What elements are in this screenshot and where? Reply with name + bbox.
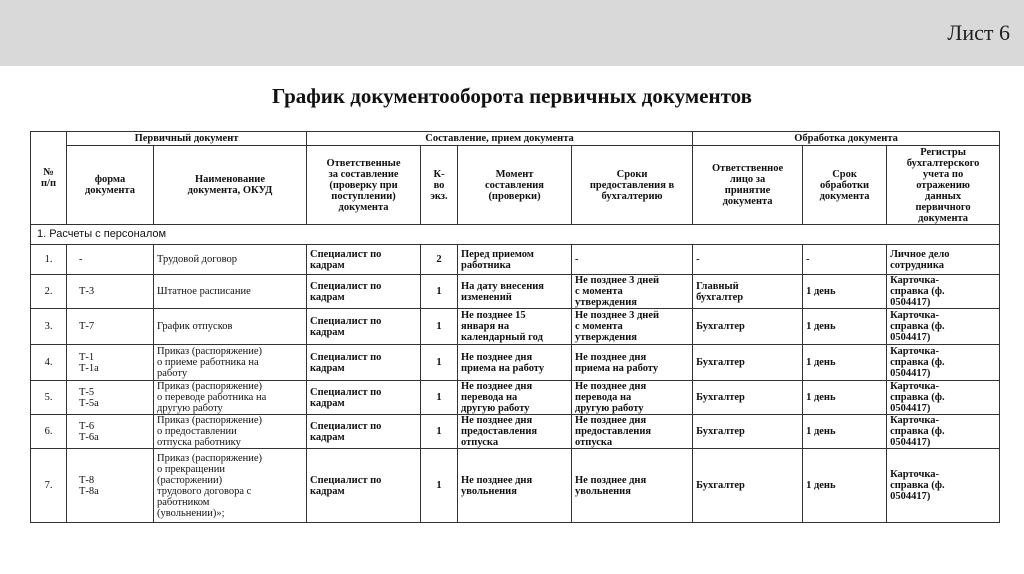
cell-responsible: Специалист по кадрам [307, 309, 421, 345]
cell-responsible: Специалист по кадрам [307, 275, 421, 309]
page-title: График документооборота первичных документов [272, 84, 752, 108]
cell-acceptor: Бухгалтер [693, 415, 803, 449]
section-title: 1. Расчеты с персоналом [31, 225, 1000, 245]
cell-responsible: Специалист по кадрам [307, 345, 421, 381]
cell-copies: 1 [421, 345, 458, 381]
table-row [31, 345, 1000, 381]
header-deadline: Сроки предоставления в бухгалтерию [572, 146, 693, 225]
cell-responsible: Специалист по кадрам [307, 245, 421, 275]
cell-register: Карточка- справка (ф. 0504417) [887, 449, 1000, 523]
header-copies: К- во экз. [421, 146, 458, 225]
table-row [31, 415, 1000, 449]
document-flow-table [30, 131, 1000, 523]
cell-moment: Не позднее дня увольнения [458, 449, 572, 523]
cell-copies: 1 [421, 309, 458, 345]
cell-time: 1 день [803, 381, 887, 415]
cell-name: Приказ (распоряжение) о приеме работника на работу [154, 345, 307, 381]
cell-form: Т-8 Т-8а [67, 449, 154, 523]
cell-acceptor: Бухгалтер [693, 381, 803, 415]
header-moment: Момент составления (проверки) [458, 146, 572, 225]
cell-register: Карточка- справка (ф. 0504417) [887, 345, 1000, 381]
cell-form: Т-1 Т-1а [67, 345, 154, 381]
cell-acceptor: - [693, 245, 803, 275]
cell-form: Т-6 Т-6а [67, 415, 154, 449]
table-row [31, 449, 1000, 523]
table-row [31, 309, 1000, 345]
cell-time: 1 день [803, 449, 887, 523]
cell-deadline: Не позднее дня предоставления отпуска [572, 415, 693, 449]
cell-moment: Не позднее дня предоставления отпуска [458, 415, 572, 449]
cell-moment: Не позднее 15 января на календарный год [458, 309, 572, 345]
header-processing-time: Срок обработки документа [803, 146, 887, 225]
header-name: Наименование документа, ОКУД [154, 146, 307, 225]
cell-name: Штатное расписание [154, 275, 307, 309]
cell-time: 1 день [803, 415, 887, 449]
cell-num: 6. [31, 415, 67, 449]
group-processing: Обработка документа [693, 132, 1000, 146]
cell-num: 3. [31, 309, 67, 345]
header-acceptor: Ответственное лицо за принятие документа [693, 146, 803, 225]
cell-acceptor: Главный бухгалтер [693, 275, 803, 309]
header-num: № п/п [31, 132, 67, 225]
cell-copies: 1 [421, 275, 458, 309]
cell-register: Карточка- справка (ф. 0504417) [887, 309, 1000, 345]
cell-deadline: Не позднее дня увольнения [572, 449, 693, 523]
cell-copies: 1 [421, 449, 458, 523]
cell-num: 1. [31, 245, 67, 275]
header-responsible: Ответственные за составление (проверку при поступлении) документа [307, 146, 421, 225]
cell-deadline: Не позднее дня перевода на другую работу [572, 381, 693, 415]
cell-name: Приказ (распоряжение) о переводе работника на другую работу [154, 381, 307, 415]
cell-register: Карточка- справка (ф. 0504417) [887, 415, 1000, 449]
cell-time: 1 день [803, 275, 887, 309]
cell-form: - [67, 245, 154, 275]
sheet-label: Лист 6 [947, 20, 1010, 45]
cell-acceptor: Бухгалтер [693, 449, 803, 523]
cell-time: - [803, 245, 887, 275]
cell-moment: Не позднее дня перевода на другую работу [458, 381, 572, 415]
cell-acceptor: Бухгалтер [693, 345, 803, 381]
cell-num: 2. [31, 275, 67, 309]
cell-responsible: Специалист по кадрам [307, 449, 421, 523]
cell-name: График отпусков [154, 309, 307, 345]
table-row [31, 275, 1000, 309]
table-row [31, 381, 1000, 415]
header-registers: Регистры бухгалтерского учета по отражению данных первичного документа [887, 146, 1000, 225]
cell-form: Т-7 [67, 309, 154, 345]
cell-moment: Не позднее дня приема на работу [458, 345, 572, 381]
header-form: форма документа [67, 146, 154, 225]
cell-acceptor: Бухгалтер [693, 309, 803, 345]
cell-responsible: Специалист по кадрам [307, 381, 421, 415]
cell-responsible: Специалист по кадрам [307, 415, 421, 449]
cell-name: Приказ (распоряжение) о прекращении (расторжении) трудового договора с работником (увольнении)»; [154, 449, 307, 523]
cell-register: Карточка- справка (ф. 0504417) [887, 381, 1000, 415]
cell-num: 7. [31, 449, 67, 523]
cell-name: Приказ (распоряжение) о предоставлении отпуска работнику [154, 415, 307, 449]
cell-register: Личное дело сотрудника [887, 245, 1000, 275]
group-compile-accept: Составление, прием документа [307, 132, 693, 146]
cell-deadline: Не позднее 3 дней с момента утверждения [572, 275, 693, 309]
cell-copies: 1 [421, 415, 458, 449]
cell-name: Трудовой договор [154, 245, 307, 275]
cell-copies: 2 [421, 245, 458, 275]
cell-deadline: Не позднее дня приема на работу [572, 345, 693, 381]
cell-num: 4. [31, 345, 67, 381]
cell-moment: На дату внесения изменений [458, 275, 572, 309]
cell-num: 5. [31, 381, 67, 415]
cell-form: Т-3 [67, 275, 154, 309]
cell-time: 1 день [803, 345, 887, 381]
cell-form: Т-5 Т-5а [67, 381, 154, 415]
cell-deadline: Не позднее 3 дней с момента утверждения [572, 309, 693, 345]
cell-time: 1 день [803, 309, 887, 345]
cell-register: Карточка- справка (ф. 0504417) [887, 275, 1000, 309]
group-primary-document: Первичный документ [67, 132, 307, 146]
top-banner [0, 0, 1024, 66]
cell-copies: 1 [421, 381, 458, 415]
cell-moment: Перед приемом работника [458, 245, 572, 275]
cell-deadline: - [572, 245, 693, 275]
table-row [31, 245, 1000, 275]
